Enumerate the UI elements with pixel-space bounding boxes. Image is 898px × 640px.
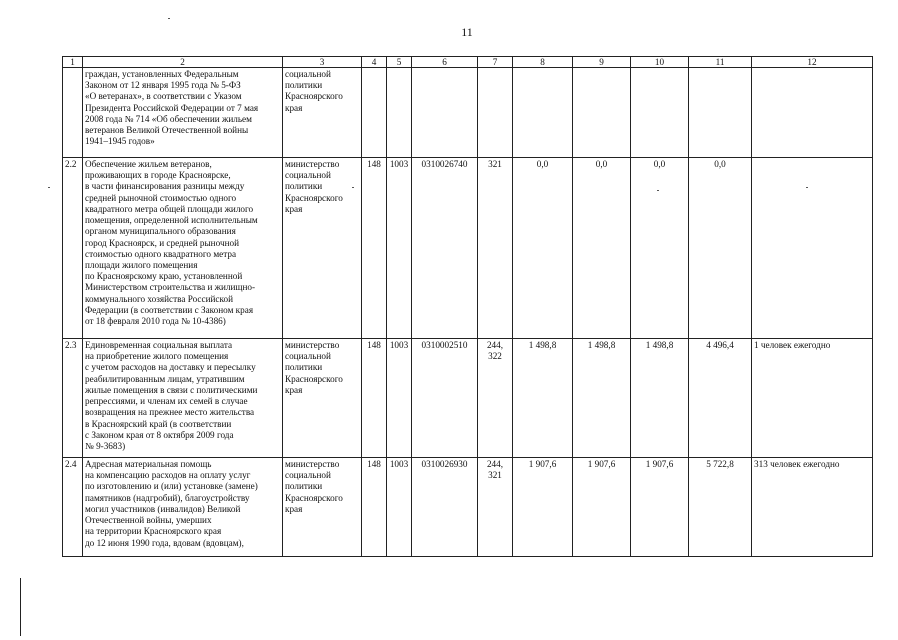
year3-amount [631,68,689,158]
col-header: 2 [83,57,283,68]
year3-amount: 1 498,8 [631,339,689,458]
col-header: 4 [362,57,387,68]
measure-name: граждан, установленных Федеральным Законом от 12 января 1995 года № 5-ФЗ «О ветеранах», в соответствии с Указом Президента Российской Федерации от 7 мая 2008 года № 714 «Об обеспечении жильем ветеранов Великой Отечественной войны 1941–1945 годов» [83,68,283,158]
scan-margin-line [20,578,21,636]
scan-speck [657,190,659,191]
grbs-code [362,68,387,158]
col-header: 11 [689,57,752,68]
table-row [63,458,873,557]
row-number: 2.4 [63,458,83,557]
csr-code: 0310026930 [412,458,478,557]
csr-code: 0310002510 [412,339,478,458]
expected-result: 1 человек ежегодно [752,339,873,458]
scan-speck [168,18,170,19]
col-header: 5 [387,57,412,68]
executor: социальной политики Красноярского края [283,68,362,158]
executor: министерство социальной политики Красноярского края [283,339,362,458]
year1-amount: 0,0 [513,158,573,339]
col-header: 9 [573,57,631,68]
executor: министерство социальной политики Красноярского края [283,458,362,557]
scan-speck [806,187,808,188]
table-row [63,339,873,458]
year1-amount: 1 907,6 [513,458,573,557]
header-row [63,57,873,68]
year3-amount: 1 907,6 [631,458,689,557]
col-header: 7 [478,57,513,68]
year2-amount: 1 498,8 [573,339,631,458]
scan-speck [48,187,50,188]
grbs-code: 148 [362,339,387,458]
grbs-code: 148 [362,158,387,339]
table-row [63,158,873,339]
row-number: 2.2 [63,158,83,339]
table-row [63,68,873,158]
year2-amount: 0,0 [573,158,631,339]
csr-code [412,68,478,158]
col-header: 10 [631,57,689,68]
year1-amount: 1 498,8 [513,339,573,458]
expected-result: 313 человек ежегодно [752,458,873,557]
row-number: 2.3 [63,339,83,458]
year3-amount: 0,0 [631,158,689,339]
rzpr-code: 1003 [387,158,412,339]
page-number: 11 [461,25,473,39]
scan-speck [352,187,354,188]
total-amount [689,68,752,158]
col-header: 6 [412,57,478,68]
col-header: 3 [283,57,362,68]
expected-result [752,68,873,158]
total-amount: 0,0 [689,158,752,339]
row-number [63,68,83,158]
col-header: 12 [752,57,873,68]
year2-amount [573,68,631,158]
vr-code: 244, 321 [478,458,513,557]
rzpr-code: 1003 [387,458,412,557]
year2-amount: 1 907,6 [573,458,631,557]
measure-name: Обеспечение жильем ветеранов, проживающих в городе Красноярске, в части финансирования разницы между средней рыночной стоимостью одного квадратного метра общей площади жилого помещения, определенной исполнительным органом муниципального образования город Красноярск, и средней рыночной стоимостью одного квадратного метра площади жилого помещения по Красноярскому краю, установленной Министерством строительства и жилищно- коммунального хозяйства Российской Федерации (в соответствии с Законом края от 18 февраля 2010 года № 10-4386) [83,158,283,339]
rzpr-code [387,68,412,158]
executor: министерство социальной политики Красноярского края [283,158,362,339]
col-header: 8 [513,57,573,68]
rzpr-code: 1003 [387,339,412,458]
vr-code: 321 [478,158,513,339]
vr-code: 244, 322 [478,339,513,458]
year1-amount [513,68,573,158]
expected-result [752,158,873,339]
csr-code: 0310026740 [412,158,478,339]
col-header: 1 [63,57,83,68]
total-amount: 4 496,4 [689,339,752,458]
vr-code [478,68,513,158]
measure-name: Единовременная социальная выплата на приобретение жилого помещения с учетом расходов на доставку и пересылку реабилитированным лицам, утратившим жилые помещения в связи с политическими репрессиями, и членам их семей в случае возвращения на прежнее место жительства в Красноярский край (в соответствии с Законом края от 8 октября 2009 года № 9-3683) [83,339,283,458]
measure-name: Адресная материальная помощь на компенсацию расходов на оплату услуг по изготовлению и (или) установке (замене) памятников (надгробий), благоустройству могил участников (инвалидов) Великой Отечественной войны, умерших на территории Красноярского края до 12 июня 1990 года, вдовам (вдовцам), [83,458,283,557]
grbs-code: 148 [362,458,387,557]
total-amount: 5 722,8 [689,458,752,557]
budget-table [62,56,873,557]
